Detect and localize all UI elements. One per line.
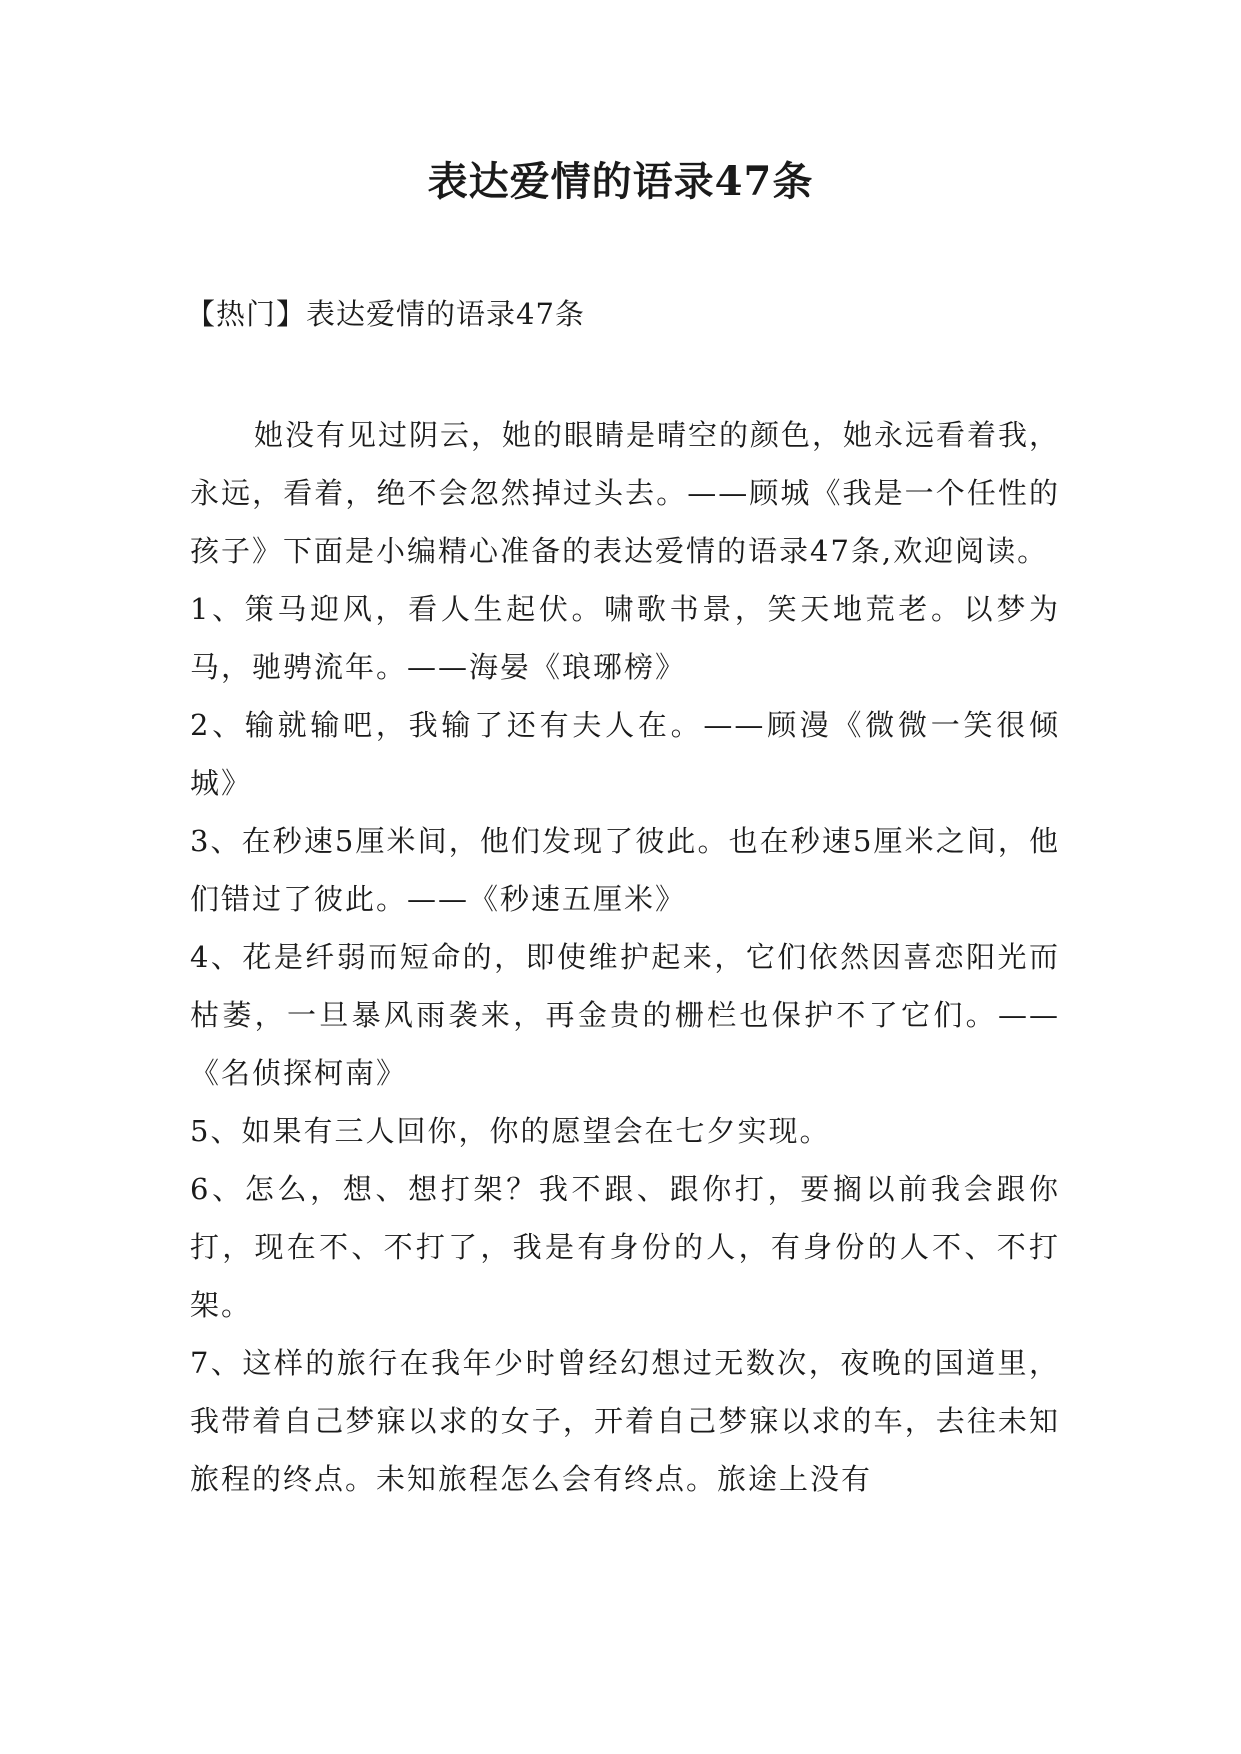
quote-item-7: 7、这样的旅行在我年少时曾经幻想过无数次，夜晚的国道里，我带着自己梦寐以求的女子，开着自己梦寐以求的车，去往未知旅程的终点。未知旅程怎么会有终点。旅途上没有	[190, 1346, 1060, 1496]
subtitle: 【热门】表达爱情的语录47条	[186, 297, 585, 331]
quote-item-3: 3、在秒速5厘米间，他们发现了彼此。也在秒速5厘米之间，他们错过了彼此。——《秒速五厘米》	[190, 824, 1060, 916]
intro-paragraph: 她没有见过阴云，她的眼睛是晴空的颜色，她永远看着我，永远，看着，绝不会忽然掉过头去。——顾城《我是一个任性的孩子》下面是小编精心准备的表达爱情的语录47条,欢迎阅读。	[190, 418, 1061, 568]
document-body	[190, 406, 1060, 1508]
quote-item-6: 6、怎么，想、想打架？我不跟、跟你打，要搁以前我会跟你打，现在不、不打了，我是有身份的人，有身份的人不、不打架。	[190, 1172, 1060, 1322]
quote-item-4: 4、花是纤弱而短命的，即使维护起来，它们依然因喜恋阳光而枯萎，一旦暴风雨袭来，再金贵的栅栏也保护不了它们。——《名侦探柯南》	[190, 940, 1060, 1090]
quote-item-1: 1、策马迎风，看人生起伏。啸歌书景，笑天地荒老。以梦为马，驰骋流年。——海晏《琅琊榜》	[190, 592, 1060, 684]
quote-item-5: 5、如果有三人回你，你的愿望会在七夕实现。	[190, 1114, 831, 1148]
page-title: 表达爱情的语录47条	[427, 158, 814, 205]
quote-item-2: 2、输就输吧，我输了还有夫人在。——顾漫《微微一笑很倾城》	[190, 708, 1060, 800]
